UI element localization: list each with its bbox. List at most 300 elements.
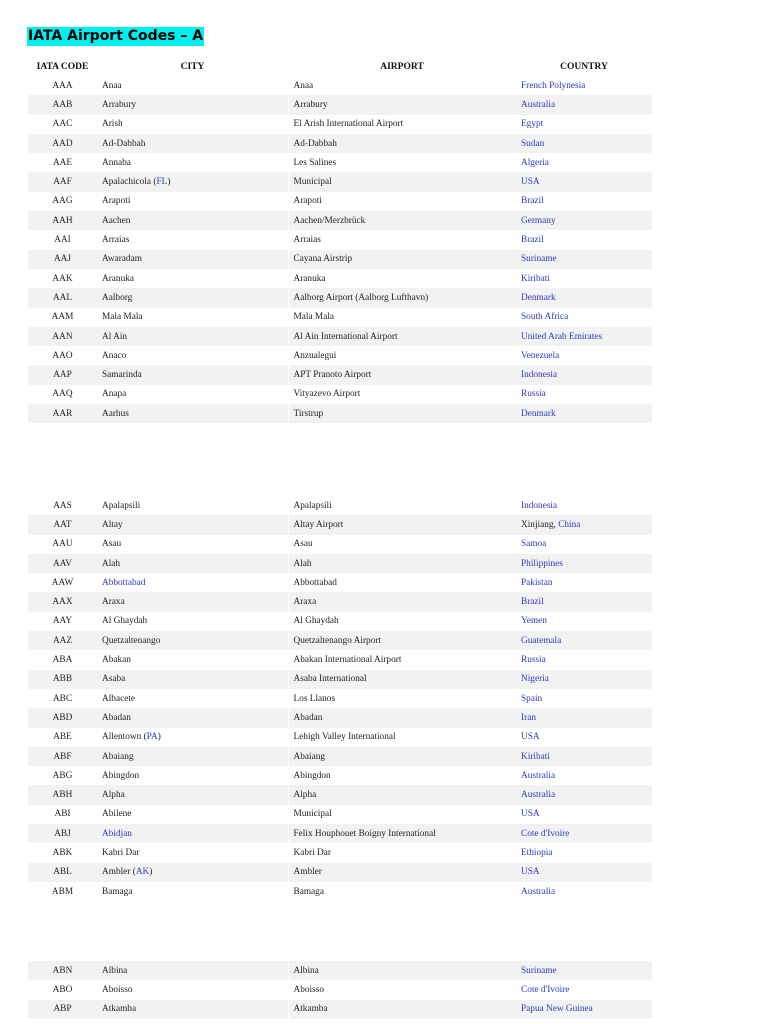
iata-code-cell: ABG [52, 770, 73, 781]
city-cell: Apalachicola (FL) [97, 172, 288, 191]
country-link[interactable]: Australia [521, 886, 556, 897]
city-name: Aboisso [102, 984, 133, 995]
table-row [28, 172, 652, 191]
country-link[interactable]: Philippines [521, 558, 563, 569]
header-airport: AIRPORT [380, 61, 424, 72]
iata-code-cell: AAX [28, 592, 97, 611]
iata-code-cell: AAL [28, 288, 97, 307]
table-row [28, 153, 652, 172]
city-cell [97, 805, 288, 824]
country-link[interactable]: Indonesia [521, 370, 558, 381]
city-cell [97, 1000, 288, 1019]
iata-code-cell: ABD [28, 708, 97, 727]
country-link[interactable]: China [558, 519, 581, 530]
country-cell[interactable] [516, 288, 652, 307]
city-name: Apalachicola [102, 177, 152, 188]
city-cell[interactable] [97, 573, 288, 592]
city-cell [97, 385, 288, 404]
airport-cell: Atkamba [288, 1000, 516, 1019]
country-cell[interactable] [516, 346, 652, 365]
airport-cell: Quetzaltenango Airport [288, 631, 516, 650]
city-name: Arrabury [102, 99, 137, 110]
country-link[interactable]: Brazil [521, 597, 544, 608]
airport-cell: Aalborg Airport (Aalborg Lufthavn) [288, 288, 516, 307]
iata-code-cell: AAZ [28, 631, 97, 650]
country-cell[interactable] [516, 708, 652, 727]
table-row [28, 785, 652, 804]
state-link[interactable]: AK [135, 867, 150, 878]
city-cell [97, 515, 288, 534]
city-name: Abaiang [102, 751, 134, 762]
city-cell [97, 308, 288, 327]
iata-code-cell: AAO [52, 350, 73, 361]
city-name: Aranuka [102, 273, 135, 284]
city-name: Altay [102, 519, 123, 530]
table-row [28, 592, 652, 611]
country-link[interactable]: Kiribati [521, 751, 550, 762]
airport-cell: Asau [288, 535, 516, 554]
iata-code-cell: ABM [51, 886, 74, 897]
airport-cell: Ambler [288, 863, 516, 882]
country-link[interactable]: Russia [521, 655, 546, 666]
country-link[interactable]: Papua New Guinea [521, 1004, 593, 1015]
country-link[interactable]: Suriname [521, 254, 557, 265]
city-cell [97, 230, 288, 249]
country-cell[interactable] [516, 592, 652, 611]
country-cell[interactable] [516, 766, 652, 785]
table-row [28, 327, 652, 346]
city-name: Anaco [102, 350, 127, 361]
airport-cell: Alpha [288, 785, 516, 804]
city-name: Arraias [102, 235, 130, 246]
country-cell[interactable] [516, 327, 652, 346]
country-link[interactable]: Cote d'Ivoire [521, 828, 570, 839]
iata-code-cell: AAB [28, 95, 97, 114]
city-cell [97, 631, 288, 650]
iata-code-cell: ABE [53, 732, 72, 743]
iata-code-cell: AAT [28, 515, 97, 534]
city-cell [97, 961, 288, 980]
airport-cell: Ad-Dabbah [288, 134, 516, 153]
iata-code-cell: AAW [51, 577, 74, 588]
country-cell[interactable] [516, 385, 652, 404]
country-link[interactable]: Denmark [521, 408, 556, 419]
airport-cell: Abaiang [288, 747, 516, 766]
airport-cell: Los Llanos [288, 689, 516, 708]
state-link[interactable]: PA [146, 732, 158, 743]
airport-cell: Municipal [288, 172, 516, 191]
iata-code-cell: ABA [52, 655, 73, 666]
city-name: Arish [102, 119, 123, 130]
city-cell [97, 288, 288, 307]
iata-code-cell: AAS [53, 500, 72, 511]
city-name: Bamaga [102, 886, 133, 897]
country-cell[interactable] [516, 805, 652, 824]
city-name: Abilene [102, 809, 132, 820]
city-cell [97, 327, 288, 346]
table-row [28, 612, 652, 631]
city-cell [97, 269, 288, 288]
country-cell[interactable] [516, 308, 652, 327]
country-link[interactable]: Algeria [521, 157, 549, 168]
country-link[interactable]: Yemen [521, 616, 547, 627]
iata-code-cell: ABO [52, 984, 73, 995]
country-link[interactable]: Spain [521, 693, 543, 704]
airport-cell: Municipal [288, 805, 516, 824]
country-cell[interactable] [516, 404, 652, 423]
airport-cell: Tirstrup [288, 404, 516, 423]
page-title-wrap [27, 27, 204, 46]
city-name: Anapa [102, 389, 127, 400]
country-cell[interactable] [516, 747, 652, 766]
iata-code-cell: ABL [28, 863, 97, 882]
table-header-row [28, 57, 652, 76]
city-name: Abadan [102, 712, 131, 723]
country-link[interactable]: South Africa [521, 312, 569, 323]
table-row [28, 76, 652, 95]
city-cell[interactable] [97, 824, 288, 843]
country-link[interactable]: Suriname [521, 965, 557, 976]
table-row [28, 269, 652, 288]
city-cell [97, 496, 288, 515]
country-cell[interactable] [516, 230, 652, 249]
airport-cell: Al Ghaydah [288, 612, 516, 631]
country-link[interactable]: Australia [521, 99, 556, 110]
city-name: Awaradam [102, 254, 142, 265]
iata-code-cell: AAF [28, 172, 97, 191]
country-cell[interactable] [516, 172, 652, 191]
airport-cell: Anzualegui [288, 346, 516, 365]
country-link[interactable]: Brazil [521, 235, 544, 246]
country-link[interactable]: Venezuela [521, 350, 560, 361]
country-cell[interactable] [516, 115, 652, 134]
airport-cell: Arraias [288, 230, 516, 249]
country-link[interactable]: USA [521, 732, 540, 743]
airport-cell: Kabri Dar [288, 843, 516, 862]
city-name: Arapoti [102, 196, 131, 207]
iata-code-cell: ABF [28, 747, 97, 766]
table-row [28, 308, 652, 327]
airport-table-section-3 [28, 961, 652, 1019]
iata-code-cell: AAH [28, 211, 97, 230]
airport-cell: Aboisso [288, 980, 516, 999]
country-cell[interactable] [516, 882, 652, 901]
country-cell[interactable] [516, 515, 652, 534]
table-row [28, 670, 652, 689]
city-cell: Allentown (PA) [102, 732, 161, 743]
table-row [28, 515, 652, 534]
city-cell [97, 554, 288, 573]
city-name: Asaba [102, 674, 126, 685]
country-cell[interactable] [516, 153, 652, 172]
city-cell [97, 535, 288, 554]
iata-code-cell: AAE [52, 157, 73, 168]
iata-code-cell: AAG [52, 196, 73, 207]
city-cell [97, 650, 288, 669]
table-row [28, 689, 652, 708]
airport-cell: Aranuka [288, 269, 516, 288]
city-cell [97, 404, 288, 423]
iata-code-cell: AAN [28, 327, 97, 346]
airport-cell: Felix Houphouet Boigny International [288, 824, 516, 843]
country-link[interactable]: USA [521, 867, 540, 878]
airport-cell: Araxa [288, 592, 516, 611]
city-cell [97, 365, 288, 384]
table-row [28, 573, 652, 592]
city-cell [97, 747, 288, 766]
country-link[interactable]: Australia [521, 770, 556, 781]
country-link[interactable]: Ethiopia [521, 847, 553, 858]
iata-code-cell: AAM [51, 312, 74, 323]
city-cell [97, 95, 288, 114]
country-cell[interactable] [516, 785, 652, 804]
airport-cell: Anaa [288, 76, 516, 95]
city-cell [97, 980, 288, 999]
city-name: Ambler [102, 867, 131, 878]
city-name: Alpha [102, 790, 125, 801]
table-row [28, 863, 652, 882]
iata-code-cell: AAR [28, 404, 97, 423]
country-cell[interactable] [516, 670, 652, 689]
table-row [28, 250, 652, 269]
country-link[interactable]: Cote d'Ivoire [521, 984, 570, 995]
table-row [28, 134, 652, 153]
table-row [28, 980, 652, 999]
airport-cell: Les Salines [288, 153, 516, 172]
iata-code-cell: AAJ [28, 250, 97, 269]
airport-cell: Apalapsili [288, 496, 516, 515]
airport-cell: APT Pranoto Airport [288, 365, 516, 384]
iata-code-cell: ABH [28, 785, 97, 804]
city-cell [97, 76, 288, 95]
city-cell [97, 592, 288, 611]
country-link[interactable]: Sudan [521, 138, 545, 149]
table-row [28, 95, 652, 114]
table-row [28, 843, 652, 862]
table-row [28, 631, 652, 650]
country-link[interactable]: USA [521, 809, 540, 820]
city-cell [97, 708, 288, 727]
country-link[interactable]: Guatemala [521, 635, 562, 646]
city-cell [97, 766, 288, 785]
airport-table-section-1 [28, 57, 652, 423]
country-cell[interactable] [516, 728, 652, 747]
table-row [28, 824, 652, 843]
country-link[interactable]: Brazil [521, 196, 544, 207]
country-link[interactable]: Pakistan [521, 577, 553, 588]
iata-code-cell: ABJ [28, 824, 97, 843]
city-cell [97, 250, 288, 269]
airport-cell: Vityazevo Airport [288, 385, 516, 404]
city-name: Alah [102, 558, 121, 569]
country-link[interactable]: French Polynesia [521, 80, 586, 91]
iata-code-cell: AAK [52, 273, 73, 284]
table-row [28, 385, 652, 404]
city-name: Atkamba [102, 1004, 137, 1015]
airport-cell: Aachen/Merzbrück [288, 211, 516, 230]
country-link[interactable]: Iran [521, 712, 536, 723]
header-city: CITY [180, 61, 205, 72]
country-link[interactable]: Indonesia [521, 500, 558, 511]
table-row [28, 766, 652, 785]
country-cell[interactable] [516, 689, 652, 708]
city-name: Albina [102, 965, 128, 976]
city-name: Albacete [102, 693, 136, 704]
state-link[interactable]: FL [156, 177, 168, 188]
city-link[interactable]: Abbottabad [102, 577, 146, 588]
country-link[interactable]: Nigeria [521, 674, 549, 685]
iata-code-cell: ABP [28, 1000, 97, 1019]
country-cell[interactable] [516, 631, 652, 650]
table-row [28, 211, 652, 230]
iata-code-cell: AAD [28, 134, 97, 153]
city-cell [97, 689, 288, 708]
table-row [28, 805, 652, 824]
country-link[interactable]: Samoa [521, 539, 547, 550]
airport-cell: Arrabury [288, 95, 516, 114]
country-region: Xinjiang, [521, 519, 559, 530]
airport-cell: Abbottabad [288, 573, 516, 592]
city-name: Mala Mala [102, 312, 143, 323]
city-name: Quetzaltenango [102, 635, 161, 646]
city-cell [97, 153, 288, 172]
table-body [28, 496, 652, 901]
table-row [28, 650, 652, 669]
country-cell[interactable] [516, 554, 652, 573]
airport-cell: El Arish International Airport [288, 115, 516, 134]
country-link[interactable]: Russia [521, 389, 546, 400]
country-cell[interactable] [516, 980, 652, 999]
city-cell: Ambler (AK) [97, 863, 288, 882]
table-body [28, 76, 652, 423]
city-cell [97, 843, 288, 862]
country-cell[interactable] [516, 95, 652, 114]
city-name: Abakan [102, 655, 131, 666]
iata-code-cell: AAP [28, 365, 97, 384]
iata-code-cell: ABC [52, 693, 73, 704]
country-cell[interactable] [516, 192, 652, 211]
city-link[interactable]: Abidjan [102, 828, 132, 839]
country-cell[interactable] [516, 863, 652, 882]
country-cell[interactable] [516, 824, 652, 843]
table-row [28, 115, 652, 134]
table-row [28, 230, 652, 249]
country-cell[interactable] [516, 961, 652, 980]
country-cell[interactable] [516, 365, 652, 384]
iata-code-cell: AAA [52, 80, 73, 91]
city-cell [97, 612, 288, 631]
table-row [28, 404, 652, 423]
city-name: Aachen [102, 215, 131, 226]
airport-cell: Abadan [288, 708, 516, 727]
city-cell [97, 134, 288, 153]
iata-code-cell: AAV [28, 554, 97, 573]
airport-cell: Cayana Airstrip [288, 250, 516, 269]
country-cell[interactable] [516, 650, 652, 669]
city-cell [97, 115, 288, 134]
country-link[interactable]: Denmark [521, 292, 556, 303]
country-cell[interactable] [516, 250, 652, 269]
header-iata-code: IATA CODE [36, 61, 89, 72]
city-cell [97, 211, 288, 230]
table-row [28, 288, 652, 307]
city-name: Kabri Dar [102, 847, 140, 858]
table-body [28, 961, 652, 1019]
country-cell[interactable] [516, 496, 652, 515]
country-cell[interactable] [516, 134, 652, 153]
country-cell[interactable] [516, 1000, 652, 1019]
country-cell[interactable] [516, 612, 652, 631]
airport-cell: Alah [288, 554, 516, 573]
iata-code-cell: ABI [54, 809, 71, 820]
airport-table-section-2 [28, 496, 652, 901]
table-row [28, 346, 652, 365]
country-cell[interactable] [516, 269, 652, 288]
airport-cell: Altay Airport [288, 515, 516, 534]
table-row [28, 882, 652, 901]
city-name: Asau [102, 539, 122, 550]
iata-code-cell: AAU [52, 539, 73, 550]
iata-code-cell: ABB [28, 670, 97, 689]
city-cell [97, 346, 288, 365]
city-name: Araxa [102, 597, 125, 608]
city-name: Abingdon [102, 770, 140, 781]
iata-code-cell: AAI [54, 235, 71, 246]
city-name: Aalborg [102, 292, 133, 303]
country-cell[interactable] [516, 535, 652, 554]
country-cell[interactable] [516, 76, 652, 95]
city-name: Allentown [102, 732, 142, 743]
country-link[interactable]: Australia [521, 790, 556, 801]
city-name: Annaba [102, 157, 131, 168]
city-name: Aarhus [102, 408, 129, 419]
airport-cell: Abingdon [288, 766, 516, 785]
country-link[interactable]: Egypt [521, 119, 544, 130]
table-row [28, 535, 652, 554]
iata-code-cell: AAY [52, 616, 73, 627]
country-cell[interactable] [516, 573, 652, 592]
header-country: COUNTRY [560, 61, 608, 72]
airport-cell: Al Ain International Airport [288, 327, 516, 346]
country-link[interactable]: Germany [521, 215, 556, 226]
table-row [28, 747, 652, 766]
city-name: Anaa [102, 80, 122, 91]
airport-cell: Arapoti [288, 192, 516, 211]
table-row [28, 708, 652, 727]
table-row [28, 554, 652, 573]
airport-cell: Bamaga [288, 882, 516, 901]
table-row [28, 1000, 652, 1019]
table-row [28, 728, 652, 747]
country-link[interactable]: USA [521, 177, 540, 188]
airport-cell: Abakan International Airport [288, 650, 516, 669]
table-row [28, 961, 652, 980]
airport-cell: Albina [288, 961, 516, 980]
country-cell[interactable] [516, 211, 652, 230]
city-cell [97, 670, 288, 689]
airport-cell: Mala Mala [288, 308, 516, 327]
city-cell [97, 192, 288, 211]
country-link[interactable]: Kiribati [521, 273, 550, 284]
city-name: Samarinda [102, 370, 142, 381]
iata-code-cell: AAQ [52, 389, 73, 400]
airport-cell: Lehigh Valley International [288, 728, 516, 747]
city-name: Apalapsili [102, 500, 141, 511]
country-cell[interactable] [516, 843, 652, 862]
iata-code-cell: ABN [28, 961, 97, 980]
iata-code-cell: AAC [52, 119, 73, 130]
country-link[interactable]: United Arab Emirates [521, 331, 603, 342]
